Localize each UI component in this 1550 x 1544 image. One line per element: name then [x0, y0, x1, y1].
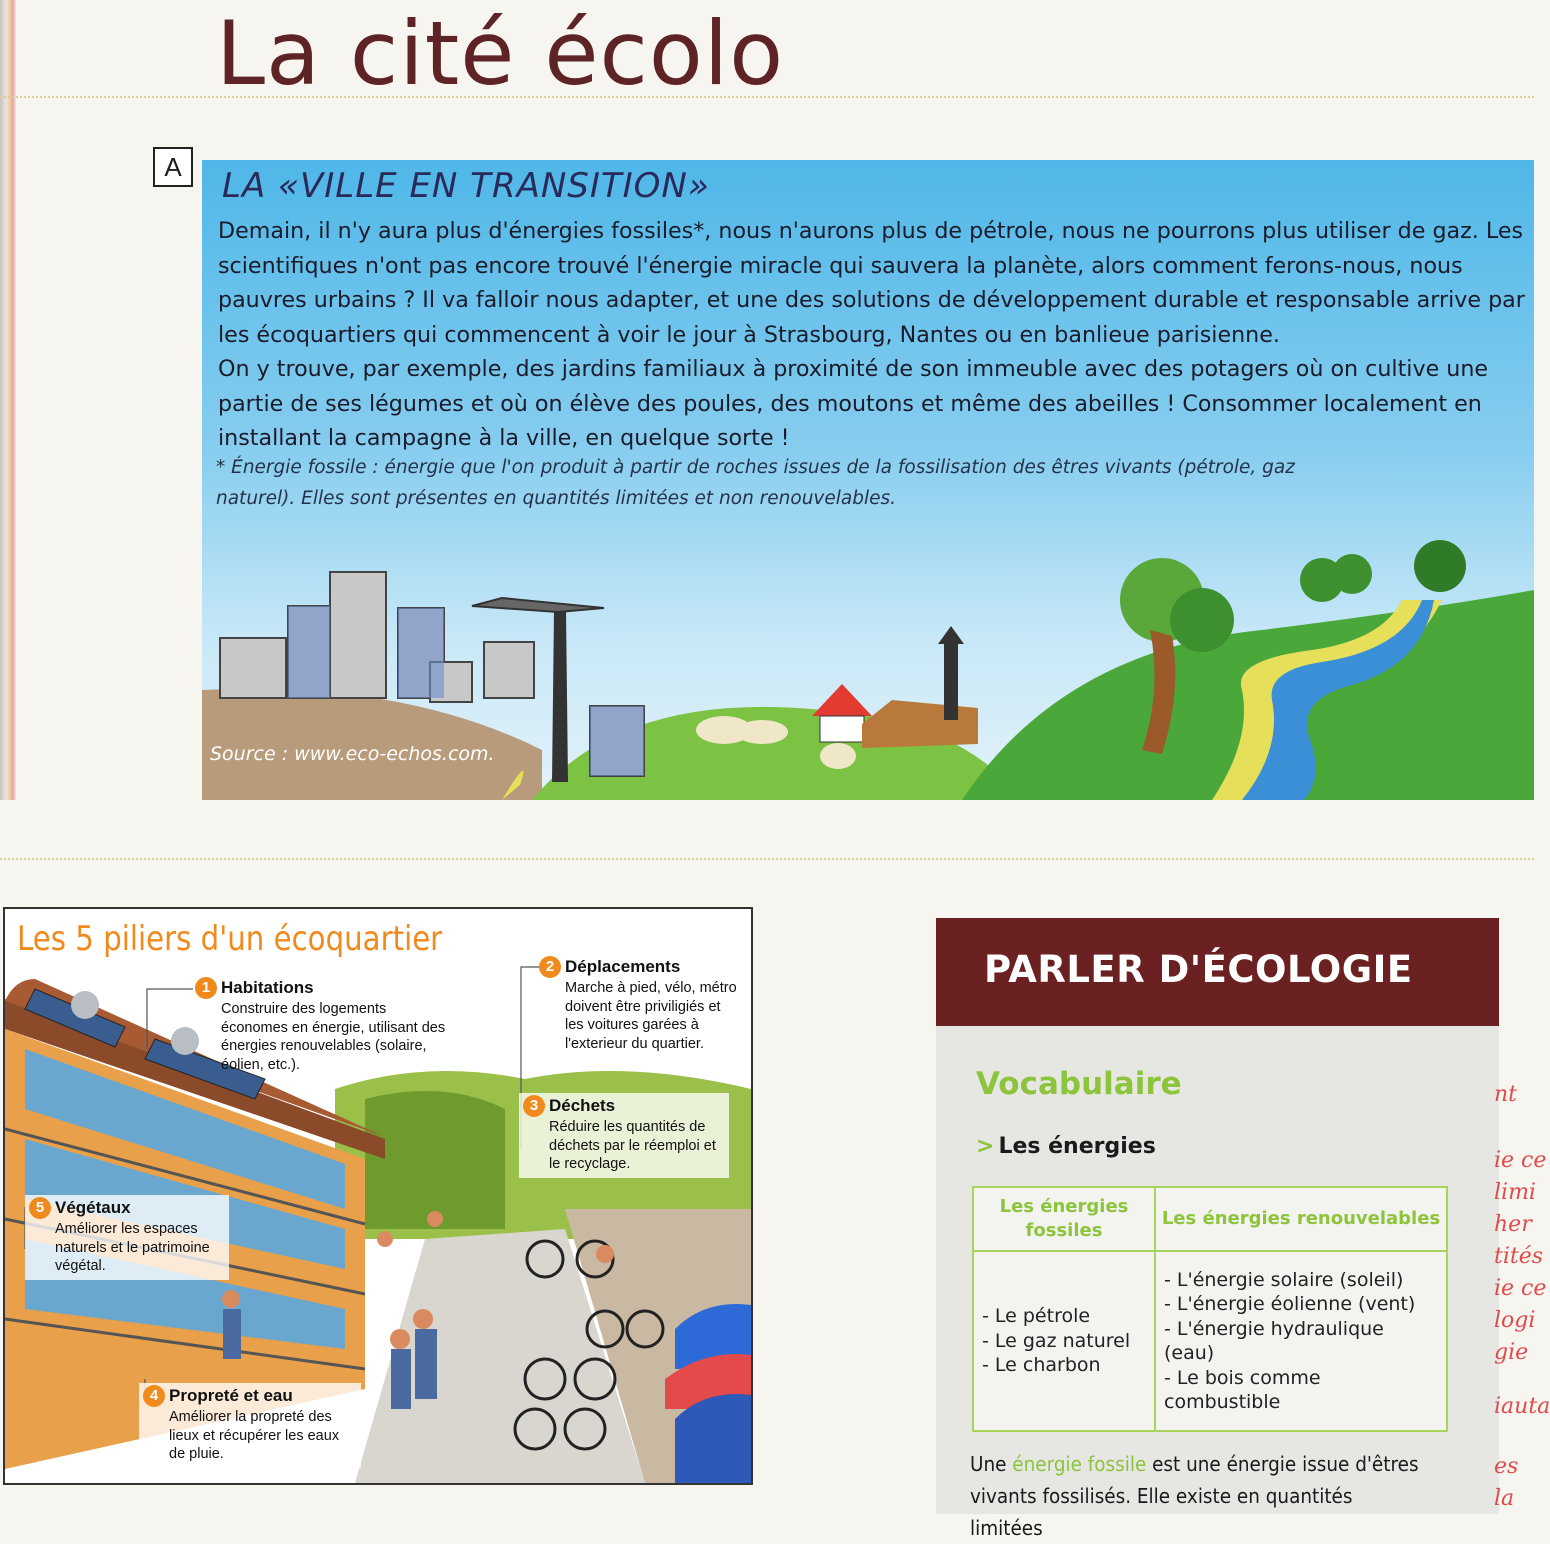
margin-note: her: [1494, 1212, 1532, 1237]
vocab-subsection-label: Les énergies: [998, 1134, 1156, 1159]
table-header-row: [973, 1187, 1447, 1251]
definition-text: est une énergie issue d'êtres vivants fossilisés. Elle existe en quantités limitées: [970, 1452, 1419, 1540]
definition-prefix: Une: [970, 1452, 1013, 1476]
source-caption: Source : www.eco-echos.com.: [210, 743, 495, 765]
vocab-subsection: [976, 1134, 1156, 1159]
pillar-number: 5: [29, 1197, 51, 1219]
divider-middle: [0, 858, 1534, 860]
pillar-description: Réduire les quantités de déchets par le réemploi et le recyclage.: [549, 1119, 716, 1172]
margin-note: la: [1494, 1486, 1515, 1511]
list-item: - Le charbon: [982, 1354, 1101, 1377]
vocab-header: [936, 918, 1499, 1026]
pillar-title: Végétaux: [55, 1198, 131, 1217]
pillar-description: Construire des logements économes en énergie, utilisant des énergies renouvelables (solaire, éolien, etc.).: [221, 1001, 446, 1073]
banner-paragraph-1: Demain, il n'y aura plus d'énergies fossiles*, nous n'aurons plus de pétrole, nous ne pourrons plus utiliser de gaz. Les scientifiques n'ont pas encore trouvé l'énergie miracle qui sauvera la planète, alors comment ferons-nous, nous pauvres urbains ? Il va falloir nous adapter, et une des solutions de développement durable et responsable arrive par les écoquartiers qui commencent à voir le jour à Strasbourg, Nantes ou en banlieue parisienne.: [218, 218, 1525, 348]
pillar-deplacements: [539, 956, 739, 1053]
ville-en-transition-banner: [202, 160, 1534, 800]
list-item: - Le bois comme combustible: [1164, 1366, 1321, 1413]
pillar-description: Améliorer les espaces naturels et le patrimoine végétal.: [55, 1221, 210, 1274]
list-item: - L'énergie solaire (soleil): [1164, 1268, 1404, 1291]
table-header-renouvelables: Les énergies renouvelables: [1155, 1187, 1447, 1251]
chevron-right-icon: >: [976, 1134, 995, 1159]
margin-note: es: [1494, 1454, 1519, 1479]
pillar-number: 2: [539, 956, 561, 978]
pillar-habitations: [195, 977, 455, 1074]
parler-d-ecologie-panel: [936, 918, 1499, 1540]
banner-text: [218, 214, 1528, 456]
pillar-title: Habitations: [221, 978, 314, 997]
pillar-proprete-eau: [139, 1383, 361, 1468]
margin-note: ie ce: [1494, 1276, 1547, 1301]
section-label: A: [153, 147, 193, 187]
margin-note: ie ce: [1494, 1148, 1547, 1173]
table-header-fossiles: Les énergies fossiles: [973, 1187, 1155, 1251]
fossiles-cell: [973, 1251, 1155, 1431]
list-item: - L'énergie éolienne (vent): [1164, 1293, 1416, 1315]
pillar-number: 1: [195, 977, 217, 999]
margin-note: limi: [1494, 1180, 1536, 1205]
ecoquartier-infographic: [3, 907, 753, 1485]
margin-note: logi: [1494, 1308, 1536, 1333]
book-binding: [0, 0, 16, 800]
banner-title: LA «VILLE EN TRANSITION»: [222, 166, 710, 206]
pillar-description: Améliorer la propreté des lieux et récupérer les eaux de pluie.: [169, 1409, 340, 1462]
energies-table: [972, 1186, 1448, 1432]
pillar-title: Déchets: [549, 1096, 616, 1115]
pillar-title: Déplacements: [565, 957, 681, 976]
margin-notes: [1494, 1080, 1550, 1516]
vocab-section-title: Vocabulaire: [976, 1066, 1182, 1102]
definition-term: énergie fossile: [1012, 1452, 1147, 1476]
margin-note: tités: [1494, 1244, 1544, 1269]
footnote: * Énergie fossile : énergie que l'on produit à partir de roches issues de la fossilisation des êtres vivants (pétrole, gaz naturel). Elles sont présentes en quantités limitées et non renouvelables.: [216, 457, 1295, 509]
pillar-vegetaux: [25, 1195, 229, 1280]
vocab-definition: [970, 1448, 1430, 1544]
vocab-header-title: PARLER D'ÉCOLOGIE: [984, 948, 1413, 991]
banner-paragraph-2: On y trouve, par exemple, des jardins familiaux à proximité de son immeuble avec des potagers où on cultive une partie de ses légumes et où on élève des poules, des moutons et même des abeilles ! Consommer localement en installant la campagne à la ville, en quelque sorte !: [218, 356, 1489, 451]
divider-top: [0, 96, 1534, 98]
page-title: La cité écolo: [216, 2, 785, 105]
pillar-dechets: [519, 1093, 729, 1178]
pillar-number: 4: [143, 1385, 165, 1407]
list-item: - Le pétrole: [982, 1305, 1091, 1328]
infographic-title: Les 5 piliers d'un écoquartier: [17, 919, 443, 959]
margin-note: iauta: [1494, 1394, 1550, 1419]
margin-note: gie: [1494, 1340, 1529, 1365]
pillar-description: Marche à pied, vélo, métro doivent être priviligiés et les voitures garées à l'exterieur du quartier.: [565, 980, 737, 1052]
table-row: [973, 1251, 1447, 1431]
list-item: - Le gaz naturel: [982, 1329, 1131, 1352]
list-item: - L'énergie hydraulique (eau): [1164, 1317, 1384, 1364]
pillar-title: Propreté et eau: [169, 1386, 293, 1405]
pillar-number: 3: [523, 1095, 545, 1117]
renouvelables-cell: [1155, 1251, 1447, 1431]
margin-note: nt: [1494, 1082, 1518, 1107]
